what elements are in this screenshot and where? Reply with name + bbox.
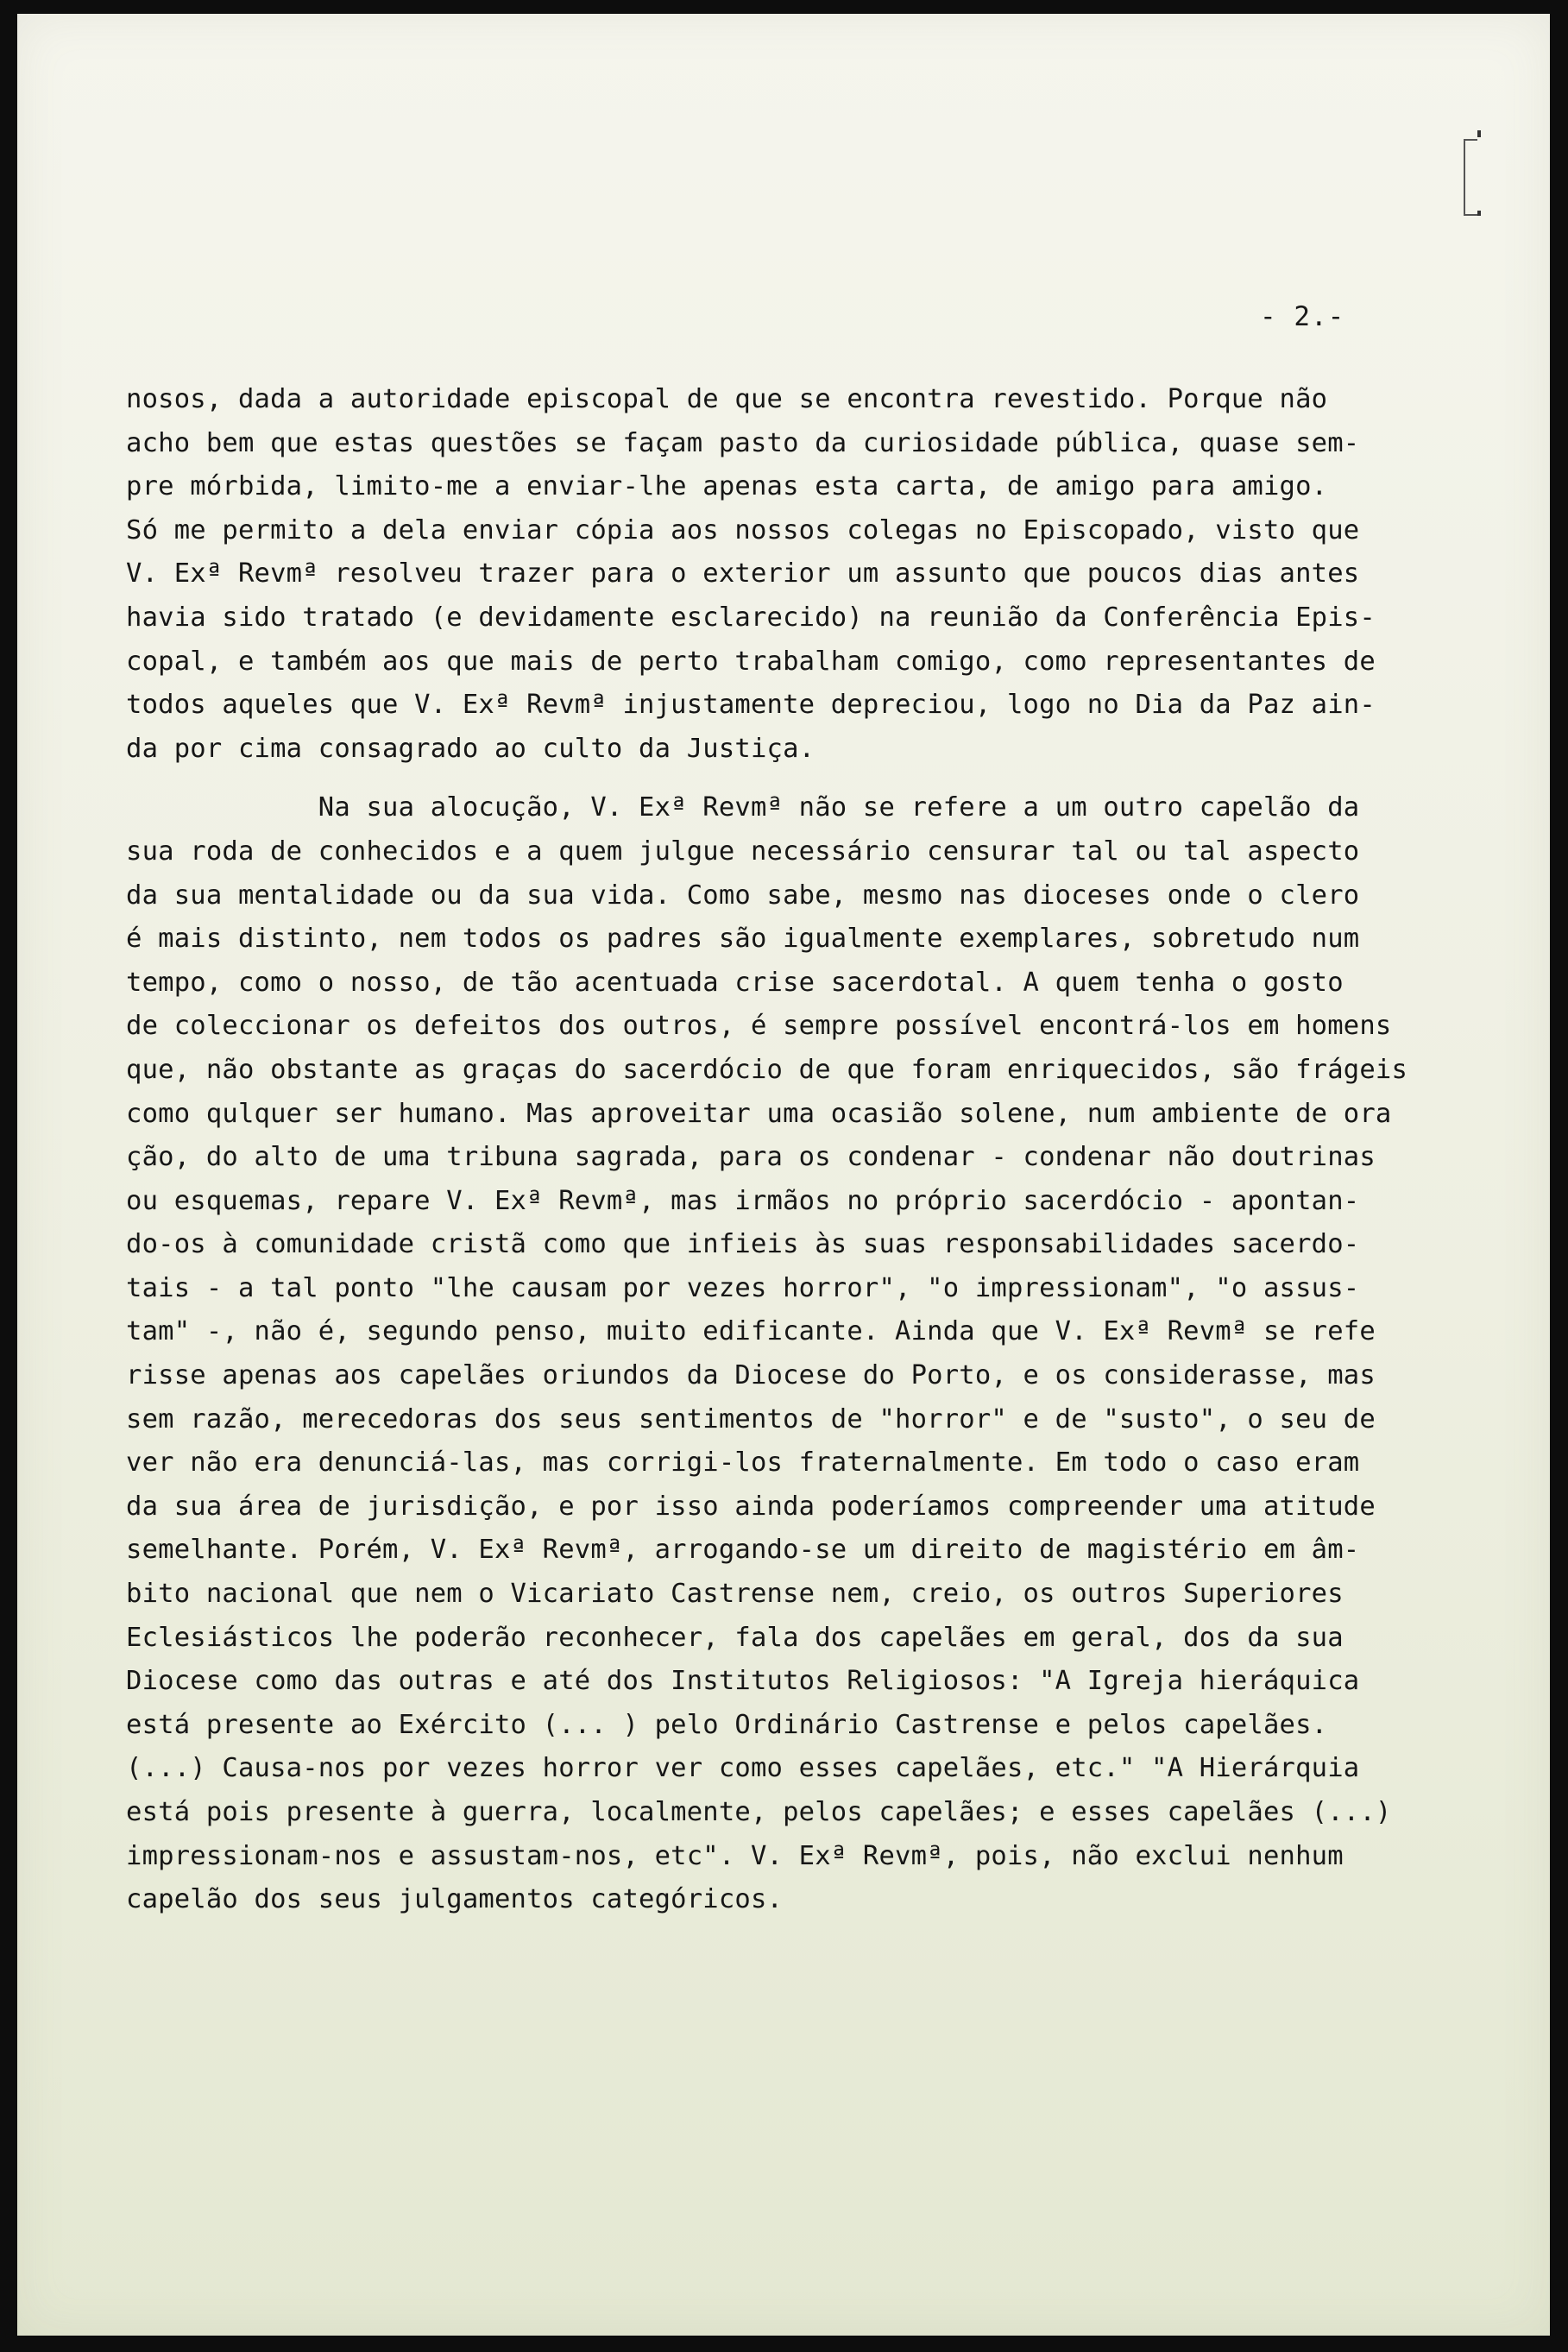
paragraph-1: [126, 378, 1376, 771]
text-line: nosos, dada a autoridade episcopal de que se encontra revestido. Porque não: [126, 384, 1328, 414]
text-line: copal, e também aos que mais de perto trabalham comigo, como representantes de: [126, 646, 1376, 677]
margin-bracket-mark: [1464, 139, 1477, 216]
text-line: impressionam-nos e assustam-nos, etc". V. Exª Revmª, pois, não exclui nenhum: [126, 1840, 1344, 1871]
text-line: de coleccionar os defeitos dos outros, é sempre possível encontrá-los em homens: [126, 1011, 1392, 1042]
text-line: está pois presente à guerra, localmente, pelos capelães; e esses capelães (...): [126, 1797, 1392, 1827]
text-line: ver não era denunciá-las, mas corrigi-los fraternalmente. Em todo o caso eram: [126, 1447, 1360, 1479]
text-line: do-os à comunidade cristã como que infieis às suas responsabilidades sacerdo-: [126, 1229, 1360, 1260]
text-line: da sua área de jurisdição, e por isso ainda poderíamos compreender uma atitude: [126, 1491, 1376, 1522]
text-line: acho bem que estas questões se façam pasto da curiosidade pública, quase sem-: [126, 427, 1360, 458]
paragraph-2: [126, 786, 1408, 1921]
document-page: [17, 14, 1550, 2336]
text-line: é mais distinto, nem todos os padres são igualmente exemplares, sobretudo num: [126, 924, 1360, 955]
text-line: Só me permito a dela enviar cópia aos nossos colegas no Episcopado, visto que: [126, 514, 1360, 545]
text-line: Eclesiásticos lhe poderão reconhecer, fala dos capelães em geral, dos da sua: [126, 1622, 1344, 1653]
text-line: capelão dos seus julgamentos categóricos.: [126, 1884, 784, 1915]
text-line: risse apenas aos capelães oriundos da Diocese do Porto, e os considerasse, mas: [126, 1360, 1376, 1391]
text-line: bito nacional que nem o Vicariato Castrense nem, creio, os outros Superiores: [126, 1579, 1344, 1610]
text-line: da sua mentalidade ou da sua vida. Como sabe, mesmo nas dioceses onde o clero: [126, 880, 1360, 911]
text-line: ou esquemas, repare V. Exª Revmª, mas irmãos no próprio sacerdócio - apontan-: [126, 1185, 1360, 1216]
text-line: (...) Causa-nos por vezes horror ver como esses capelães, etc." "A Hierárquia: [126, 1753, 1360, 1784]
text-line: que, não obstante as graças do sacerdócio de que foram enriquecidos, são frágeis: [126, 1054, 1408, 1085]
text-line: semelhante. Porém, V. Exª Revmª, arrogando-se um direito de magistério em âm-: [126, 1535, 1360, 1566]
text-line: Diocese como das outras e até dos Institutos Religiosos: "A Igreja hieráquica: [126, 1666, 1360, 1697]
text-line: pre mórbida, limito-me a enviar-lhe apenas esta carta, de amigo para amigo.: [126, 471, 1328, 502]
page-number: - 2.-: [1260, 301, 1345, 332]
text-line: está presente ao Exército (... ) pelo Ordinário Castrense e pelos capelães.: [126, 1709, 1328, 1740]
margin-mark-top: [1477, 130, 1481, 137]
text-line: tais - a tal ponto "lhe causam por vezes horror", "o impressionam", "o assus-: [126, 1272, 1360, 1303]
text-line: ção, do alto de uma tribuna sagrada, para os condenar - condenar não doutrinas: [126, 1142, 1376, 1173]
text-line: da por cima consagrado ao culto da Justiça.: [126, 733, 815, 764]
text-line: sem razão, merecedoras dos seus sentimentos de "horror" e de "susto", o seu de: [126, 1403, 1376, 1435]
text-line: sua roda de conhecidos e a quem julgue necessário censurar tal ou tal aspecto: [126, 835, 1360, 867]
margin-mark-bottom: [1477, 211, 1481, 216]
text-line: tam" -, não é, segundo penso, muito edificante. Ainda que V. Exª Revmª se refe: [126, 1316, 1376, 1347]
text-line: tempo, como o nosso, de tão acentuada crise sacerdotal. A quem tenha o gosto: [126, 967, 1344, 998]
paragraph-gap: [126, 771, 1351, 786]
text-line: havia sido tratado (e devidamente esclarecido) na reunião da Conferência Epis-: [126, 602, 1376, 633]
text-line: V. Exª Revmª resolveu trazer para o exterior um assunto que poucos dias antes: [126, 558, 1360, 590]
text-line: Na sua alocução, V. Exª Revmª não se refere a um outro capelão da: [126, 792, 1360, 823]
text-line: como qulquer ser humano. Mas aproveitar uma ocasião solene, num ambiente de ora: [126, 1098, 1392, 1129]
text-line: todos aqueles que V. Exª Revmª injustamente depreciou, logo no Dia da Paz ain-: [126, 690, 1376, 721]
letter-body: [126, 378, 1408, 1922]
